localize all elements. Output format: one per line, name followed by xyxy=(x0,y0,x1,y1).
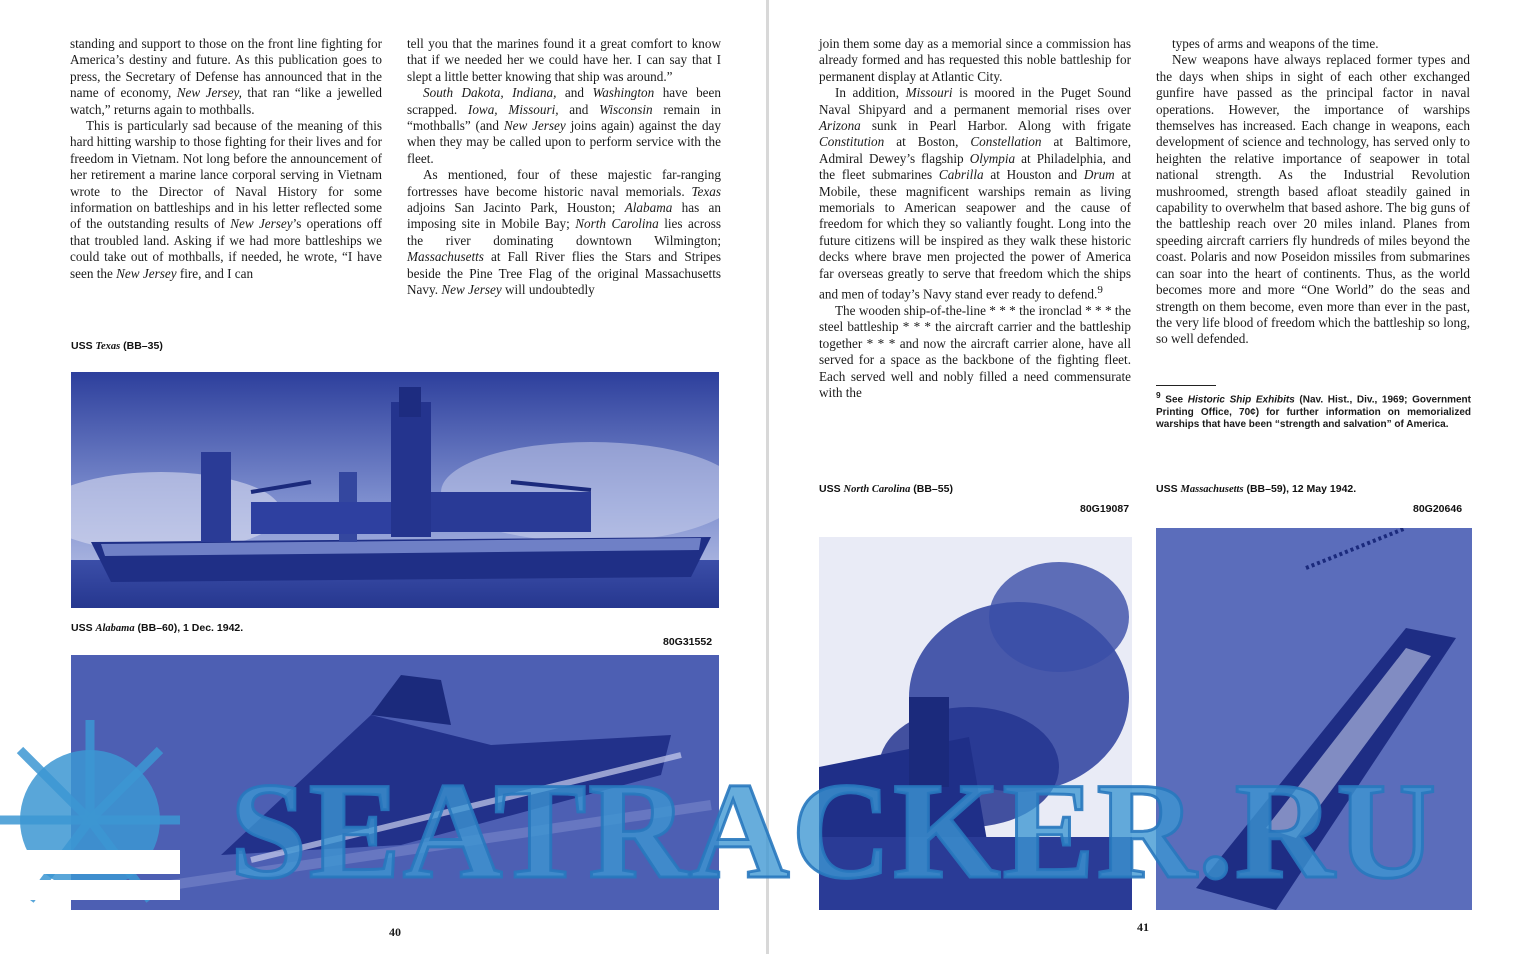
footnote: $^9$ See Historic Ship Exhibits (Nav. Hist., Div., 1969; Government Printing Office, 70¢) for further information on memorialized warships that have been “strength and salvation” of America. xyxy=(1156,390,1471,431)
paragraph: South Dakota, Indiana, and Washington have been scrapped. Iowa, Missouri, and Wisconsin remain in “mothballs” (and New Jersey joins again) against the day when they may be called upon to perform service with the fleet. xyxy=(407,85,721,166)
caption-north-carolina: USS North Carolina (BB–55) xyxy=(819,483,953,495)
caption-alabama: USS Alabama (BB–60), 1 Dec. 1942. xyxy=(71,622,244,634)
left-column-2 xyxy=(407,36,721,299)
photo-code-north-carolina: 80G19087 xyxy=(1080,503,1130,515)
page-number: 40 xyxy=(389,925,401,939)
paragraph: join them some day as a memorial since a commission has already formed and has requested this noble battleship for permanent display at Atlantic City. xyxy=(819,36,1131,84)
paragraph: The wooden ship-of-the-line * * * the ironclad * * * the steel battleship * * * the aircraft carrier and the battleship together * * * and now the aircraft carrier alone, have all served for a space as the backbone of the fighting fleet. Each served well and nobly filled a need commensurate with the xyxy=(819,302,1131,400)
paragraph: As mentioned, four of these majestic far-ranging fortresses have become historic naval memorials. Texas adjoins San Jacinto Park, Houston; Alabama has an imposing site in Mobile Bay; North Carolina lies across the river dominating downtown Wilmington; Massachusetts at Fall River flies the Stars and Stripes beside the Pine Tree Flag of the original Massachusetts Navy. New Jersey will undoubtedly xyxy=(407,167,721,298)
paragraph: This is particularly sad because of the meaning of this hard hitting warship to those fighting for their lives and for freedom in Vietnam. Not long before the announcement of her retirement a marine lance corporal serving in Vietnam wrote to the Director of Naval History for some information on battleships and in his letter reflected some of the outstanding results of New Jersey’s operations off that troubled land. Asking if we had more battleships we could take out of mothballs, if needed, he wrote, “I have seen the New Jersey fire, and I can xyxy=(70,118,382,281)
photo-code-alabama: 80G31552 xyxy=(663,636,713,648)
caption-massachusetts: USS Massachusetts (BB–59), 12 May 1942. xyxy=(1156,483,1357,495)
watermark-text: SEATRACKER.RU xyxy=(230,754,1439,907)
footnote-rule xyxy=(1156,385,1216,386)
paragraph: standing and support to those on the front line fighting for America’s destiny and future. As this publication goes to press, the Secretary of Defense has announced that in the name of economy, New Jersey, that ran “like a jewelled watch,” returns again to mothballs. xyxy=(70,36,383,117)
page-number: 41 xyxy=(1137,920,1149,934)
photo-code-massachusetts: 80G20646 xyxy=(1413,503,1463,515)
paragraph: tell you that the marines found it a great comfort to know that if we needed her we could have her. I can say that I slept a little better knowing that ship was around.” xyxy=(407,36,721,84)
right-column-2 xyxy=(1156,36,1470,348)
caption-texas: USS Texas (BB–35) xyxy=(71,340,163,352)
paragraph: In addition, Missouri is moored in the Puget Sound Naval Shipyard and a permanent memorial rises over Arizona sunk in Pearl Harbor. Along with frigate Constitution at Boston, Constellation at Baltimore, Admiral Dewey’s flagship Olympia at Philadelphia, and the fleet submarines Cabrilla at Houston and Drum at Mobile, these magnificent warships remain as living memorials to American seapower and the cause of freedom for which they so valiantly fought. Long into the future citizens will be inspired as they walk these historic decks where brave men projected the power of America far overseas greatly to serve that freedom which the ships and men of today’s Navy stand ever ready to defend.$^9$ xyxy=(819,85,1132,302)
left-column-1 xyxy=(70,36,382,282)
paragraph: types of arms and weapons of the time. xyxy=(1172,36,1379,51)
photo-uss-texas xyxy=(71,372,719,608)
right-column-1 xyxy=(819,36,1131,401)
paragraph: New weapons have always replaced former types and the days when ships in sight of each other exchanged gunfire have passed as the principal factor in naval operations. However, the importance of warships themselves has increased. Each change in weapons, each development of science and technology, has served only to heighten the relative importance of seapower in total national strength. As the Industrial Revolution mushroomed, strength based afloat steadily gained in capability to overwhelm that based ashore. The big guns of the battleship reach over 20 miles inland. Planes from speeding aircraft carriers fly hundreds of miles beyond the coast. Polaris and now Poseidon missiles from submarines can soar into the heart of continents. Thus, as the world becomes more and more “One World” do the seas and strength on them become, even more than ever in the past, the very life blood of freedom which the battleship so long, so well defended. xyxy=(1156,52,1470,347)
